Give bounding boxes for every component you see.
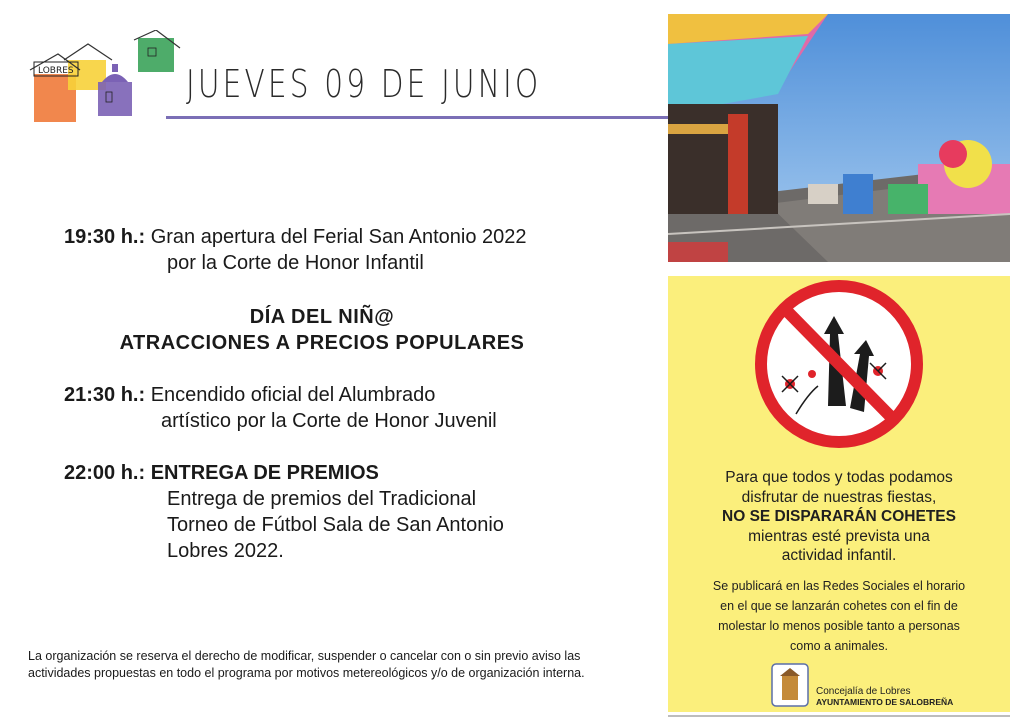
- notice-small-line: en el que se lanzarán cohetes con el fin de: [720, 599, 958, 613]
- event-description: Entrega de premios del Tradicional: [167, 488, 477, 510]
- notice-text: [668, 468, 1010, 566]
- event-row: [64, 460, 379, 486]
- notice-small-text: [682, 576, 996, 656]
- event-time: 22:00 h.:: [64, 462, 146, 484]
- notice-small-line: molestar lo menos posible tanto a personas: [718, 619, 960, 633]
- notice-line: Para que todos y todas podamos: [725, 469, 953, 486]
- event-row: [64, 224, 527, 250]
- organizer-name: Concejalía de Lobres: [816, 686, 911, 697]
- disclaimer-text: La organización se reserva el derecho de modificar, suspender o cancelar con o sin previo aviso las actividades propuestas en todo el programa por motivos metereológicos y/o de organización interna.: [28, 649, 585, 680]
- event-time: 21:30 h.:: [64, 384, 146, 406]
- event-description: Encendido oficial del Alumbrado: [150, 384, 436, 406]
- header-divider: [166, 116, 674, 119]
- event-heading: ENTREGA DE PREMIOS: [150, 462, 379, 484]
- highlight-title: DÍA DEL NIÑ@: [249, 306, 395, 328]
- notice-line: actividad infantil.: [781, 547, 897, 564]
- page-title: JUEVES 09 DE JUNIO: [186, 62, 542, 106]
- event-description-cont: artístico por la Corte de Honor Juvenil: [161, 410, 497, 432]
- logo-sign-text: LOBRES: [38, 66, 74, 76]
- event-description-cont: por la Corte de Honor Infantil: [167, 252, 424, 274]
- houses-logo-icon: [28, 30, 198, 130]
- fairground-image-icon: [668, 14, 1010, 262]
- town-seal-icon: [770, 662, 810, 708]
- panel-bottom-divider: [668, 715, 1010, 717]
- event-row: [64, 382, 435, 408]
- no-fireworks-icon: [668, 276, 1010, 466]
- notice-line: disfrutar de nuestras fiestas,: [741, 488, 937, 506]
- highlight-subtitle: ATRACCIONES A PRECIOS POPULARES: [119, 332, 525, 354]
- event-description-cont: Lobres 2022.: [167, 540, 284, 562]
- lobres-logo: [28, 30, 198, 130]
- notice-small-line: como a animales.: [790, 639, 888, 653]
- fairground-photo: [668, 14, 1010, 262]
- event-description: Gran apertura del Ferial San Antonio 2022: [150, 226, 527, 248]
- notice-small-line: Se publicará en las Redes Sociales el horario: [712, 579, 966, 593]
- no-fireworks-notice: [668, 276, 1010, 712]
- notice-bold-line: NO SE DISPARARÁN COHETES: [722, 508, 956, 525]
- event-description-cont: Torneo de Fútbol Sala de San Antonio: [167, 514, 504, 536]
- notice-line: mientras esté prevista una: [748, 527, 930, 545]
- event-time: 19:30 h.:: [64, 226, 146, 248]
- organizer-council: AYUNTAMIENTO DE SALOBREÑA: [816, 697, 954, 707]
